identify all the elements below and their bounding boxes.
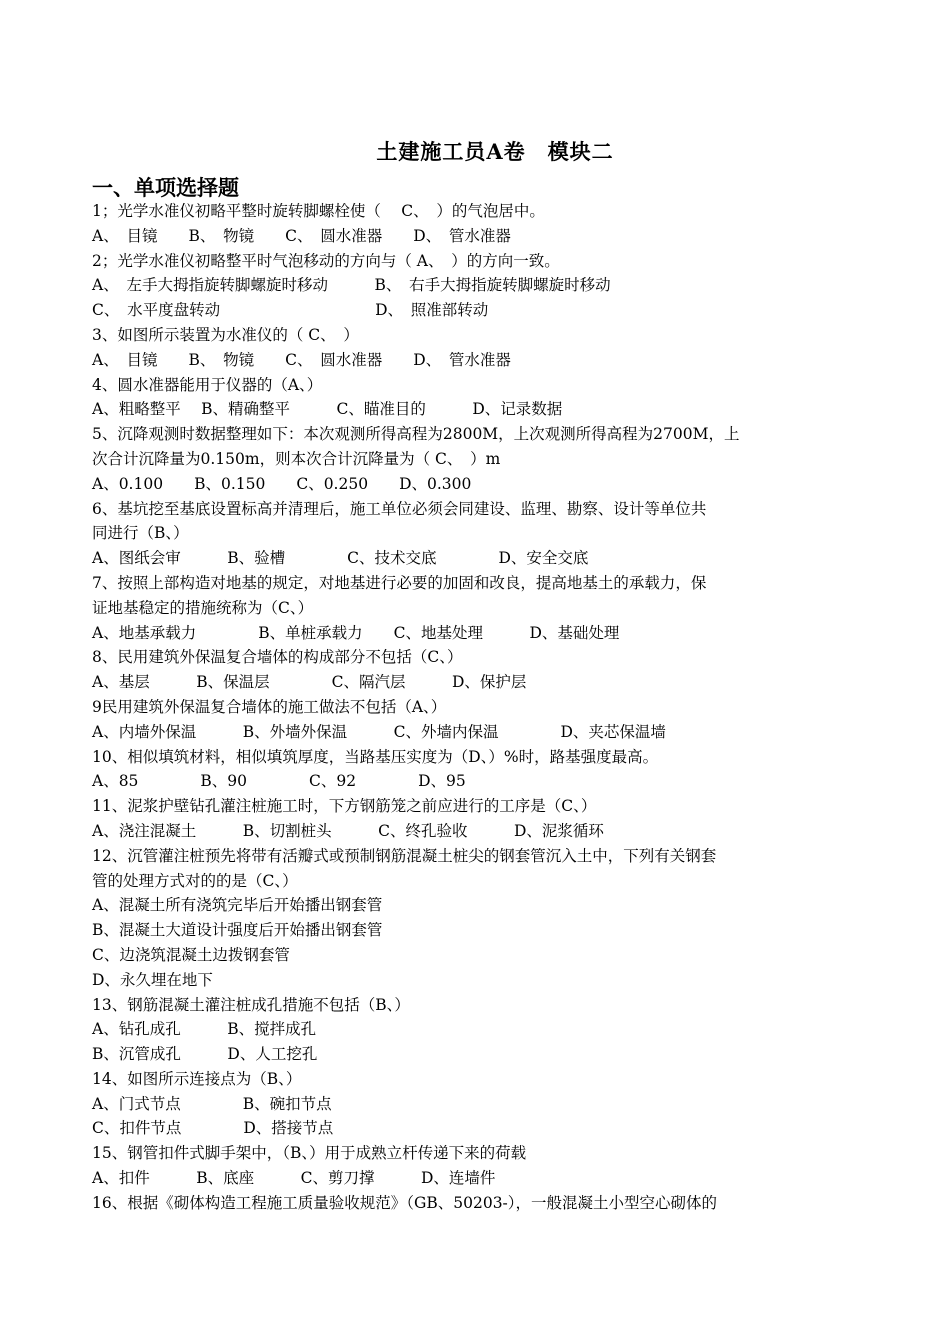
text-line: 12、沉管灌注桩预先将带有活瓣式或预制钢筋混凝土桩尖的钢套管沉入土中，下列有关钢套 (92, 846, 717, 865)
text-line: 管的处理方式对的的是（C、） (92, 871, 298, 890)
text-line: 8、民用建筑外保温复合墙体的构成部分不包括（C、） (92, 648, 463, 667)
text-line: A、85 B、90 C、92 D、95 (92, 772, 466, 791)
text-line: 16、根据《砌体构造工程施工质量验收规范》（GB、50203-），一般混凝土小型空心砌体的 (92, 1193, 718, 1212)
text-line: 1；光学水准仪初略平整时旋转脚螺栓使（ C、 ）的气泡居中。 (92, 202, 545, 220)
text-line: 14、如图所示连接点为（B、） (92, 1069, 302, 1088)
text-line: A、内墙外保温 B、外墙外保温 C、外墙内保温 D、夹芯保温墙 (92, 722, 666, 741)
text-line: B、沉管成孔 D、人工挖孔 (92, 1045, 318, 1064)
text-line: A、混凝土所有浇筑完毕后开始播出钢套管 (92, 896, 383, 915)
text-line: 4、圆水准器能用于仪器的（A、） (92, 375, 323, 394)
text-line: C、 水平度盘转动 D、 照准部转动 (92, 301, 489, 320)
text-line: 13、钢筋混凝土灌注桩成孔措施不包括（B、） (92, 995, 410, 1014)
text-line: 9民用建筑外保温复合墙体的施工做法不包括（A、） (92, 697, 447, 716)
text-line: 次合计沉降量为0.150m，则本次合计沉降量为（ C、 ）m (92, 449, 501, 468)
text-line: A、 左手大拇指旋转脚螺旋时移动 B、 右手大拇指旋转脚螺旋时移动 (92, 276, 611, 295)
text-line: A、地基承载力 B、单桩承载力 C、地基处理 D、基础处理 (92, 623, 620, 642)
text-line: 11、泥浆护壁钻孔灌注桩施工时，下方钢筋笼之前应进行的工序是（C、） (92, 797, 597, 816)
text-line: A、图纸会审 B、验槽 C、技术交底 D、安全交底 (92, 549, 589, 568)
section-heading: 一、单项选择题 (92, 175, 239, 200)
text-line: 5、沉降观测时数据整理如下：本次观测所得高程为2800M，上次观测所得高程为2700M，上 (92, 425, 740, 444)
text-line: 同进行（B、） (92, 524, 189, 543)
text-line: D、永久埋在地下 (92, 970, 213, 989)
text-line: C、扣件节点 D、搭接节点 (92, 1119, 334, 1138)
text-line: A、门式节点 B、碗扣节点 (92, 1094, 332, 1113)
text-line: B、混凝土大道设计强度后开始播出钢套管 (92, 921, 383, 940)
page-title: 土建施工员A卷 模块二 (376, 139, 614, 164)
text-line: A、钻孔成孔 B、搅拌成孔 (92, 1020, 317, 1039)
text-line: A、 目镜 B、 物镜 C、 圆水准器 D、 管水准器 (92, 350, 511, 369)
text-line: A、扣件 B、底座 C、剪刀撑 D、连墙件 (92, 1169, 496, 1188)
text-line: A、浇注混凝土 B、切割桩头 C、终孔验收 D、泥浆循环 (92, 821, 604, 840)
text-line: 10、相似填筑材料，相似填筑厚度，当路基压实度为（D、）%时，路基强度最高。 (92, 747, 659, 766)
text-line: 7、按照上部构造对地基的规定，对地基进行必要的加固和改良，提高地基土的承载力，保 (92, 573, 707, 592)
text-line: 15、钢管扣件式脚手架中，（B、）用于成熟立杆传递下来的荷载 (92, 1144, 527, 1163)
question-list (92, 199, 872, 1216)
text-line: 3、如图所示装置为水准仪的（ C、 ） (92, 325, 359, 344)
text-line: A、 目镜 B、 物镜 C、 圆水准器 D、 管水准器 (92, 226, 511, 245)
text-line: A、0.100 B、0.150 C、0.250 D、0.300 (92, 474, 472, 493)
text-line: 证地基稳定的措施统称为（C、） (92, 598, 314, 617)
text-line: 6、基坑挖至基底设置标高并清理后，施工单位必须会同建设、监理、勘察、设计等单位共 (92, 499, 707, 518)
text-line: A、粗略整平 B、精确整平 C、瞄准目的 D、记录数据 (92, 400, 563, 419)
text-line: 2；光学水准仪初略整平时气泡移动的方向与（ A、 ）的方向一致。 (92, 251, 560, 270)
text-line: C、边浇筑混凝土边拨钢套管 (92, 945, 290, 964)
text-line: A、基层 B、保温层 C、隔汽层 D、保护层 (92, 673, 527, 692)
